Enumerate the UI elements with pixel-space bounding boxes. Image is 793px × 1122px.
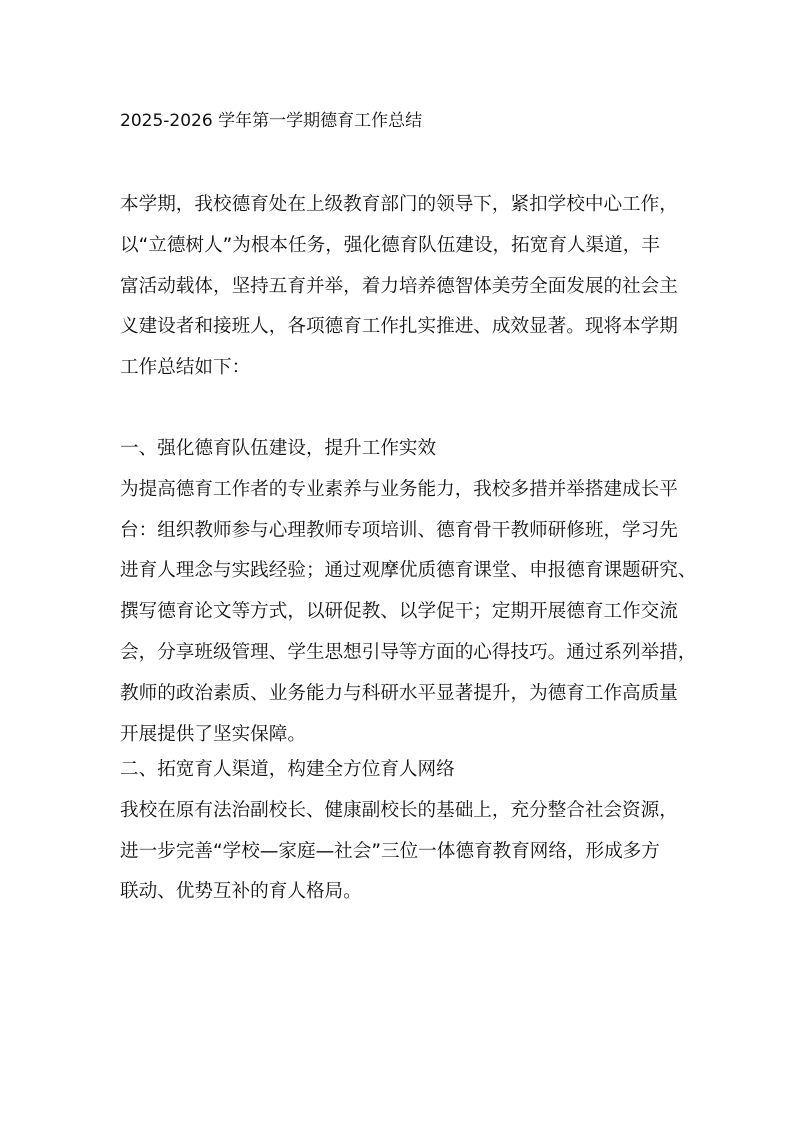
text-line: 开展提供了坚实保障。 bbox=[120, 723, 306, 745]
text-line: 联动、优势互补的育人格局。 bbox=[120, 881, 362, 903]
text-line: 义建设者和接班人，各项德育工作扎实推进、成效显著。现将本学期 bbox=[120, 316, 678, 338]
text-line: 本学期，我校德育处在上级教育部门的领导下，紧扣学校中心工作， bbox=[120, 194, 678, 215]
text-line: 进一步完善“学校—家庭—社会”三位一体德育教育网络，形成多方 bbox=[120, 840, 660, 862]
section-2 bbox=[120, 750, 678, 913]
text-line: 以“立德树人”为根本任务，强化德育队伍建设，拓宽育人渠道，丰 bbox=[120, 234, 660, 256]
section-heading: 二、拓宽育人渠道，构建全方位育人网络 bbox=[120, 759, 455, 780]
intro-paragraph bbox=[120, 185, 678, 389]
text-line: 为提高德育工作者的专业素养与业务能力，我校多措并举搭建成长平 bbox=[120, 478, 678, 500]
text-line: 台：组织教师参与心理教师专项培训、德育骨干教师研修班，学习先 bbox=[120, 519, 678, 541]
text-line: 教师的政治素质、业务能力与科研水平显著提升，为德育工作高质量 bbox=[120, 682, 678, 704]
text-line: 我校在原有法治副校长、健康副校长的基础上，充分整合社会资源， bbox=[120, 799, 678, 821]
text-line: 进育人理念与实践经验；通过观摩优质德育课堂、申报德育课题研究、 bbox=[120, 560, 697, 582]
text-line: 撰写德育论文等方式，以研促教、以学促干；定期开展德育工作交流 bbox=[120, 601, 678, 623]
text-line: 工作总结如下： bbox=[120, 357, 251, 379]
text-line: 会，分享班级管理、学生思想引导等方面的心得技巧。通过系列举措， bbox=[120, 641, 697, 663]
document-title: 2025-2026 学年第一学期德育工作总结 bbox=[120, 111, 423, 131]
text-line: 富活动载体，坚持五育并举，着力培养德智体美劳全面发展的社会主 bbox=[120, 275, 678, 297]
section-heading: 一、强化德育队伍建设，提升工作实效 bbox=[120, 438, 437, 459]
section-1 bbox=[120, 429, 696, 755]
